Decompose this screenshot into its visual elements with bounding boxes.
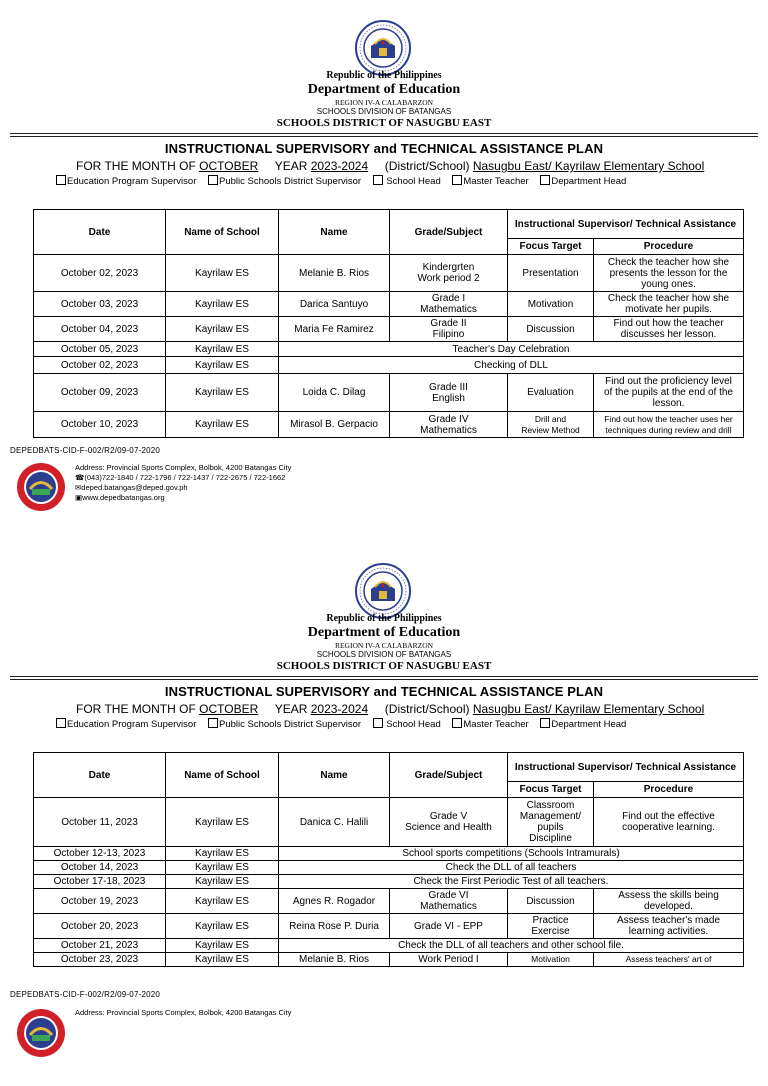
division-header: SCHOOLS DIVISION OF BATANGAS bbox=[316, 107, 452, 116]
header-divider bbox=[10, 679, 758, 680]
procedure-cell: Check the teacher how she motivate her pupils. bbox=[594, 292, 744, 317]
grade-subject-cell: Kindergrten Work period 2 bbox=[390, 255, 508, 292]
role-label: Department Head bbox=[551, 719, 627, 730]
grade-subject-cell: Grade VI Mathematics bbox=[390, 889, 508, 914]
school-cell: Kayrilaw ES bbox=[166, 875, 279, 889]
role-checkbox[interactable] bbox=[56, 718, 196, 730]
footer-email[interactable]: ✉deped.batangas@deped.gov.ph bbox=[75, 483, 188, 492]
school-cell: Kayrilaw ES bbox=[166, 953, 279, 967]
role-checkboxes bbox=[56, 175, 635, 187]
header-procedure: Procedure bbox=[594, 239, 744, 255]
footer-phone: ☎(043)722-1840 / 722-1796 / 722-1437 / 722-2675 / 722-1662 bbox=[75, 473, 286, 482]
school-cell: Kayrilaw ES bbox=[166, 317, 279, 342]
region-header: REGION IV-A CALABARZON bbox=[334, 98, 434, 107]
table-row bbox=[34, 914, 744, 939]
region-header: REGION IV-A CALABARZON bbox=[334, 641, 434, 650]
name-cell: Maria Fe Ramirez bbox=[279, 317, 390, 342]
republic-header: Republic of the Philippines bbox=[326, 613, 442, 624]
deped-seal-icon bbox=[355, 563, 411, 619]
plan-title: INSTRUCTIONAL SUPERVISORY and TECHNICAL ASSISTANCE PLAN bbox=[164, 141, 604, 156]
procedure-cell: Assess the skills being developed. bbox=[594, 889, 744, 914]
role-label: Education Program Supervisor bbox=[67, 719, 197, 730]
name-cell: Agnes R. Rogador bbox=[279, 889, 390, 914]
focus-target-cell: Discussion bbox=[508, 317, 594, 342]
department-header: Department of Education bbox=[307, 82, 461, 97]
activity-cell: School sports competitions (Schools Intramurals) bbox=[279, 847, 744, 861]
date-cell: October 02, 2023 bbox=[34, 357, 166, 374]
role-label: Public Schools District Supervisor bbox=[219, 176, 362, 187]
footer-contact bbox=[75, 1008, 291, 1018]
header-name: Name bbox=[279, 753, 390, 798]
month-line bbox=[76, 159, 704, 173]
role-checkbox[interactable] bbox=[56, 175, 196, 187]
table-row bbox=[34, 255, 744, 292]
footer-address: Address: Provincial Sports Complex, Bolbok, 4200 Batangas City bbox=[75, 463, 292, 472]
focus-target-cell: Evaluation bbox=[508, 374, 594, 412]
role-checkbox[interactable] bbox=[540, 718, 626, 730]
deped-batangas-logo-icon bbox=[16, 462, 66, 512]
date-cell: October 10, 2023 bbox=[34, 412, 166, 438]
grade-subject-cell: Grade III English bbox=[390, 374, 508, 412]
date-cell: October 05, 2023 bbox=[34, 342, 166, 357]
grade-subject-cell: Work Period I bbox=[390, 953, 508, 967]
school-cell: Kayrilaw ES bbox=[166, 255, 279, 292]
name-cell: Melanie B. Rios bbox=[279, 953, 390, 967]
plan-table bbox=[33, 209, 744, 438]
year-value: 2023-2024 bbox=[310, 702, 369, 716]
table-row bbox=[34, 875, 744, 889]
focus-target-cell: Drill and Review Method bbox=[508, 412, 594, 438]
date-cell: October 09, 2023 bbox=[34, 374, 166, 412]
school-label: (District/School) bbox=[384, 159, 470, 173]
date-cell: October 19, 2023 bbox=[34, 889, 166, 914]
header-school: Name of School bbox=[166, 210, 279, 255]
month-label: FOR THE MONTH OF bbox=[76, 702, 196, 716]
year-label: YEAR bbox=[274, 702, 308, 716]
header-divider bbox=[10, 136, 758, 137]
school-cell: Kayrilaw ES bbox=[166, 374, 279, 412]
focus-target-cell: Classroom Management/ pupils Discipline bbox=[508, 798, 594, 847]
checkbox-icon[interactable] bbox=[373, 175, 383, 185]
name-cell: Melanie B. Rios bbox=[279, 255, 390, 292]
role-checkbox[interactable] bbox=[373, 718, 441, 730]
role-checkbox[interactable] bbox=[208, 175, 361, 187]
date-cell: October 12-13, 2023 bbox=[34, 847, 166, 861]
school-cell: Kayrilaw ES bbox=[166, 412, 279, 438]
date-cell: October 23, 2023 bbox=[34, 953, 166, 967]
header-grade: Grade/Subject bbox=[390, 753, 508, 798]
procedure-cell: Find out how the teacher uses her techniques during review and drill bbox=[594, 412, 744, 438]
name-cell: Darica Santuyo bbox=[279, 292, 390, 317]
date-cell: October 11, 2023 bbox=[34, 798, 166, 847]
checkbox-icon[interactable] bbox=[540, 718, 550, 728]
deped-batangas-logo-icon bbox=[16, 1008, 66, 1058]
procedure-cell: Assess teachers' art of bbox=[594, 953, 744, 967]
grade-subject-cell: Grade V Science and Health bbox=[390, 798, 508, 847]
table-row bbox=[34, 889, 744, 914]
header-school: Name of School bbox=[166, 753, 279, 798]
date-cell: October 21, 2023 bbox=[34, 939, 166, 953]
grade-subject-cell: Grade IV Mathematics bbox=[390, 412, 508, 438]
footer-website[interactable]: ▣www.depedbatangas.org bbox=[75, 493, 165, 502]
header-group: Instructional Supervisor/ Technical Assistance bbox=[508, 753, 744, 782]
date-cell: October 04, 2023 bbox=[34, 317, 166, 342]
focus-target-cell: Motivation bbox=[508, 953, 594, 967]
table-row bbox=[34, 374, 744, 412]
grade-subject-cell: Grade VI - EPP bbox=[390, 914, 508, 939]
school-cell: Kayrilaw ES bbox=[166, 342, 279, 357]
procedure-cell: Check the teacher how she presents the lesson for the young ones. bbox=[594, 255, 744, 292]
district-header: SCHOOLS DISTRICT OF NASUGBU EAST bbox=[276, 660, 492, 672]
focus-target-cell: Practice Exercise bbox=[508, 914, 594, 939]
date-cell: October 17-18, 2023 bbox=[34, 875, 166, 889]
form-code: DEPEDBATS-CID-F-002/R2/09-07-2020 bbox=[10, 446, 161, 455]
checkbox-icon[interactable] bbox=[373, 718, 383, 728]
role-label: Education Program Supervisor bbox=[67, 176, 197, 187]
checkbox-icon[interactable] bbox=[56, 718, 66, 728]
table-row bbox=[34, 847, 744, 861]
date-cell: October 14, 2023 bbox=[34, 861, 166, 875]
school-cell: Kayrilaw ES bbox=[166, 889, 279, 914]
division-header: SCHOOLS DIVISION OF BATANGAS bbox=[316, 650, 452, 659]
table-row bbox=[34, 292, 744, 317]
table-row bbox=[34, 342, 744, 357]
focus-target-cell: Discussion bbox=[508, 889, 594, 914]
year-label: YEAR bbox=[274, 159, 308, 173]
role-checkbox[interactable] bbox=[208, 718, 361, 730]
checkbox-icon[interactable] bbox=[452, 718, 462, 728]
procedure-cell: Find out the effective cooperative learning. bbox=[594, 798, 744, 847]
header-name: Name bbox=[279, 210, 390, 255]
school-cell: Kayrilaw ES bbox=[166, 914, 279, 939]
activity-cell: Check the DLL of all teachers and other school file. bbox=[279, 939, 744, 953]
school-cell: Kayrilaw ES bbox=[166, 357, 279, 374]
role-label: Master Teacher bbox=[463, 719, 529, 730]
footer-contact bbox=[75, 463, 291, 503]
school-cell: Kayrilaw ES bbox=[166, 861, 279, 875]
date-cell: October 20, 2023 bbox=[34, 914, 166, 939]
header-divider bbox=[10, 133, 758, 134]
activity-cell: Check the DLL of all teachers bbox=[279, 861, 744, 875]
role-label: Department Head bbox=[551, 176, 627, 187]
plan-table-body bbox=[34, 255, 744, 438]
table-row bbox=[34, 412, 744, 438]
header-focus: Focus Target bbox=[508, 239, 594, 255]
role-checkbox[interactable] bbox=[452, 175, 528, 187]
school-value: Nasugbu East/ Kayrilaw Elementary School bbox=[472, 159, 705, 173]
department-header: Department of Education bbox=[307, 625, 461, 640]
table-row bbox=[34, 939, 744, 953]
activity-cell: Teacher's Day Celebration bbox=[279, 342, 744, 357]
checkbox-icon[interactable] bbox=[208, 175, 218, 185]
document-page-2 bbox=[0, 543, 768, 1086]
name-cell: Loida C. Dilag bbox=[279, 374, 390, 412]
role-label: School Head bbox=[386, 176, 441, 187]
role-label: Master Teacher bbox=[463, 176, 529, 187]
role-checkbox[interactable] bbox=[373, 175, 441, 187]
focus-target-cell: Motivation bbox=[508, 292, 594, 317]
month-line bbox=[76, 702, 704, 716]
procedure-cell: Find out how the teacher discusses her lesson. bbox=[594, 317, 744, 342]
grade-subject-cell: Grade I Mathematics bbox=[390, 292, 508, 317]
role-checkboxes bbox=[56, 718, 635, 730]
role-label: Public Schools District Supervisor bbox=[219, 719, 362, 730]
header-date: Date bbox=[34, 753, 166, 798]
name-cell: Danica C. Halili bbox=[279, 798, 390, 847]
date-cell: October 03, 2023 bbox=[34, 292, 166, 317]
header-divider bbox=[10, 676, 758, 677]
procedure-cell: Assess teacher's made learning activities. bbox=[594, 914, 744, 939]
month-value: OCTOBER bbox=[199, 159, 259, 173]
header-grade: Grade/Subject bbox=[390, 210, 508, 255]
header-focus: Focus Target bbox=[508, 782, 594, 798]
date-cell: October 02, 2023 bbox=[34, 255, 166, 292]
name-cell: Reina Rose P. Duria bbox=[279, 914, 390, 939]
school-value: Nasugbu East/ Kayrilaw Elementary School bbox=[472, 702, 705, 716]
year-value: 2023-2024 bbox=[310, 159, 369, 173]
activity-cell: Check the First Periodic Test of all teachers. bbox=[279, 875, 744, 889]
plan-title: INSTRUCTIONAL SUPERVISORY and TECHNICAL ASSISTANCE PLAN bbox=[164, 684, 604, 699]
month-label: FOR THE MONTH OF bbox=[76, 159, 196, 173]
school-cell: Kayrilaw ES bbox=[166, 939, 279, 953]
table-row bbox=[34, 953, 744, 967]
checkbox-icon[interactable] bbox=[208, 718, 218, 728]
table-row bbox=[34, 798, 744, 847]
role-checkbox[interactable] bbox=[540, 175, 626, 187]
plan-table bbox=[33, 752, 744, 967]
activity-cell: Checking of DLL bbox=[279, 357, 744, 374]
grade-subject-cell: Grade II Filipino bbox=[390, 317, 508, 342]
header-date: Date bbox=[34, 210, 166, 255]
header-group: Instructional Supervisor/ Technical Assistance bbox=[508, 210, 744, 239]
school-cell: Kayrilaw ES bbox=[166, 798, 279, 847]
district-header: SCHOOLS DISTRICT OF NASUGBU EAST bbox=[276, 117, 492, 129]
checkbox-icon[interactable] bbox=[452, 175, 462, 185]
footer-address: Address: Provincial Sports Complex, Bolbok, 4200 Batangas City bbox=[75, 1008, 292, 1017]
plan-table-body bbox=[34, 798, 744, 967]
deped-seal-icon bbox=[355, 20, 411, 76]
school-cell: Kayrilaw ES bbox=[166, 292, 279, 317]
procedure-cell: Find out the proficiency level of the pupils at the end of the lesson. bbox=[594, 374, 744, 412]
checkbox-icon[interactable] bbox=[540, 175, 550, 185]
school-label: (District/School) bbox=[384, 702, 470, 716]
header-procedure: Procedure bbox=[594, 782, 744, 798]
focus-target-cell: Presentation bbox=[508, 255, 594, 292]
role-label: School Head bbox=[386, 719, 441, 730]
school-cell: Kayrilaw ES bbox=[166, 847, 279, 861]
role-checkbox[interactable] bbox=[452, 718, 528, 730]
republic-header: Republic of the Philippines bbox=[326, 70, 442, 81]
table-row bbox=[34, 861, 744, 875]
month-value: OCTOBER bbox=[199, 702, 259, 716]
checkbox-icon[interactable] bbox=[56, 175, 66, 185]
form-code: DEPEDBATS-CID-F-002/R2/09-07-2020 bbox=[10, 990, 161, 999]
table-row bbox=[34, 357, 744, 374]
name-cell: Mirasol B. Gerpacio bbox=[279, 412, 390, 438]
table-row bbox=[34, 317, 744, 342]
